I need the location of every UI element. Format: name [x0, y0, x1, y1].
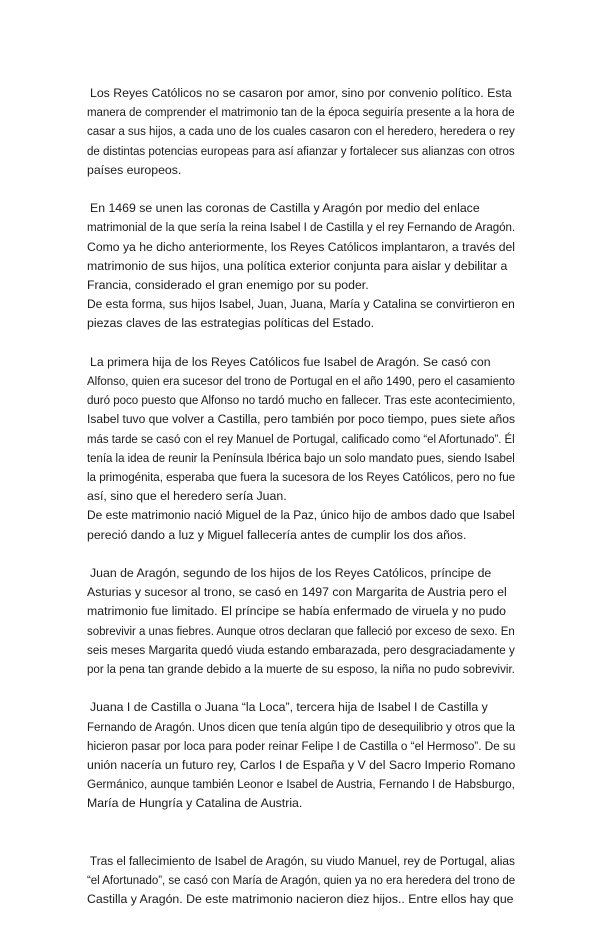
text-line: hicieron pasar por loca para poder reinar Felipe I de Castilla o “el Hermoso”. De su [87, 738, 516, 753]
text-line: Isabel tuvo que volver a Castilla, pero también por poco tiempo, pues siete años [87, 412, 515, 427]
text-line: Alfonso, quien era sucesor del trono de Portugal en el año 1490, pero el casamiento [87, 374, 515, 389]
paragraph-2 [87, 199, 515, 333]
text-line: matrimonial de la que sería la reina Isabel I de Castilla y el rey Fernando de Aragón. [87, 220, 516, 235]
text-line: países europeos. [87, 162, 182, 177]
text-line: De esta forma, sus hijos Isabel, Juan, Juana, María y Catalina se convirtieron en [87, 297, 515, 312]
blank-line [87, 833, 515, 852]
text-line: por la pena tan grande debido a la muerte de su esposo, la niña no pudo sobrevivir. [87, 662, 515, 677]
text-line: Juana I de Castilla o Juana “la Loca”, tercera hija de Isabel I de Castilla y [90, 700, 488, 715]
text-line: matrimonio fue limitado. El príncipe se había enfermado de viruela y no pudo [87, 604, 507, 619]
text-line: casar a sus hijos, a cada uno de los cuales casaron con el heredero, heredera o rey [87, 124, 515, 139]
text-line: unión nacería un futuro rey, Carlos I de España y V del Sacro Imperio Romano [87, 758, 516, 773]
paragraph-1 [87, 84, 515, 180]
text-line: tenía la idea de reunir la Península Ibérica bajo un solo mandato pues, siendo Isabel [87, 450, 515, 465]
text-line: Castilla y Aragón. De este matrimonio nacieron diez hijos.. Entre ellos hay que [87, 892, 514, 907]
text-line: más tarde se casó con el rey Manuel de Portugal, calificado como “el Afortunado”. Él [87, 431, 515, 446]
text-line: matrimonio de sus hijos, una política exterior conjunta para aislar y debilitar a [87, 258, 508, 273]
text-line: Juan de Aragón, segundo de los hijos de los Reyes Católicos, príncipe de [90, 566, 492, 581]
text-line: manera de comprender el matrimonio tan de la época seguiría presente a la hora de [87, 105, 515, 120]
text-line: Germánico, aunque también Leonor e Isabel de Austria, Fernando I de Habsburgo, [87, 777, 515, 792]
paragraph-5 [87, 698, 515, 813]
paragraph-6 [87, 852, 515, 910]
text-line: María de Hungría y Catalina de Austria. [87, 796, 303, 811]
text-line: duró poco puesto que Alfonso no tardó mucho en fallecer. Tras este acontecimiento, [87, 393, 516, 408]
text-line: piezas claves de las estrategias políticas del Estado. [87, 316, 375, 331]
text-line: Los Reyes Católicos no se casaron por amor, sino por convenio político. Esta [90, 86, 512, 100]
text-line: sobrevivir a unas fiebres. Aunque otros declaran que falleció por exceso de sexo. En [87, 623, 515, 638]
paragraph-4 [87, 564, 515, 679]
text-line: pereció dando a luz y Miguel fallecería antes de cumplir los dos años. [87, 527, 467, 542]
text-line: Francia, considerado el gran enemigo por su poder. [87, 278, 369, 293]
text-line: La primera hija de los Reyes Católicos fue Isabel de Aragón. Se casó con [90, 354, 491, 369]
text-line: De este matrimonio nació Miguel de la Paz, único hijo de ambos dado que Isabel [87, 508, 515, 523]
text-line: Como ya he dicho anteriormente, los Reyes Católicos implantaron, a través del [87, 239, 516, 254]
text-line: así, sino que el heredero sería Juan. [87, 489, 287, 504]
text-line: seis meses Margarita quedó viuda estando embarazada, pero desgraciadamente y [87, 642, 515, 657]
text-line: la primogénita, esperaba que fuera la sucesora de los Reyes Católicos, pero no fue [87, 470, 516, 485]
text-line: de distintas potencias europeas para así afianzar y fortalecer sus alianzas con otros [87, 143, 515, 158]
text-line: “el Afortunado”, se casó con María de Aragón, quien ya no era heredera del trono de [87, 873, 516, 888]
paragraph-3 [87, 353, 515, 545]
text-line: Fernando de Aragón. Unos dicen que tenía algún tipo de desequilibrio y otros que la [87, 719, 515, 734]
text-line: Tras el fallecimiento de Isabel de Aragón, su viudo Manuel, rey de Portugal, alias [89, 853, 515, 868]
text-line: Asturias y sucesor al trono, se casó en 1497 con Margarita de Austria pero el [87, 585, 507, 600]
text-line: En 1469 se unen las coronas de Castilla y Aragón por medio del enlace [90, 201, 480, 216]
document-page [87, 84, 515, 929]
